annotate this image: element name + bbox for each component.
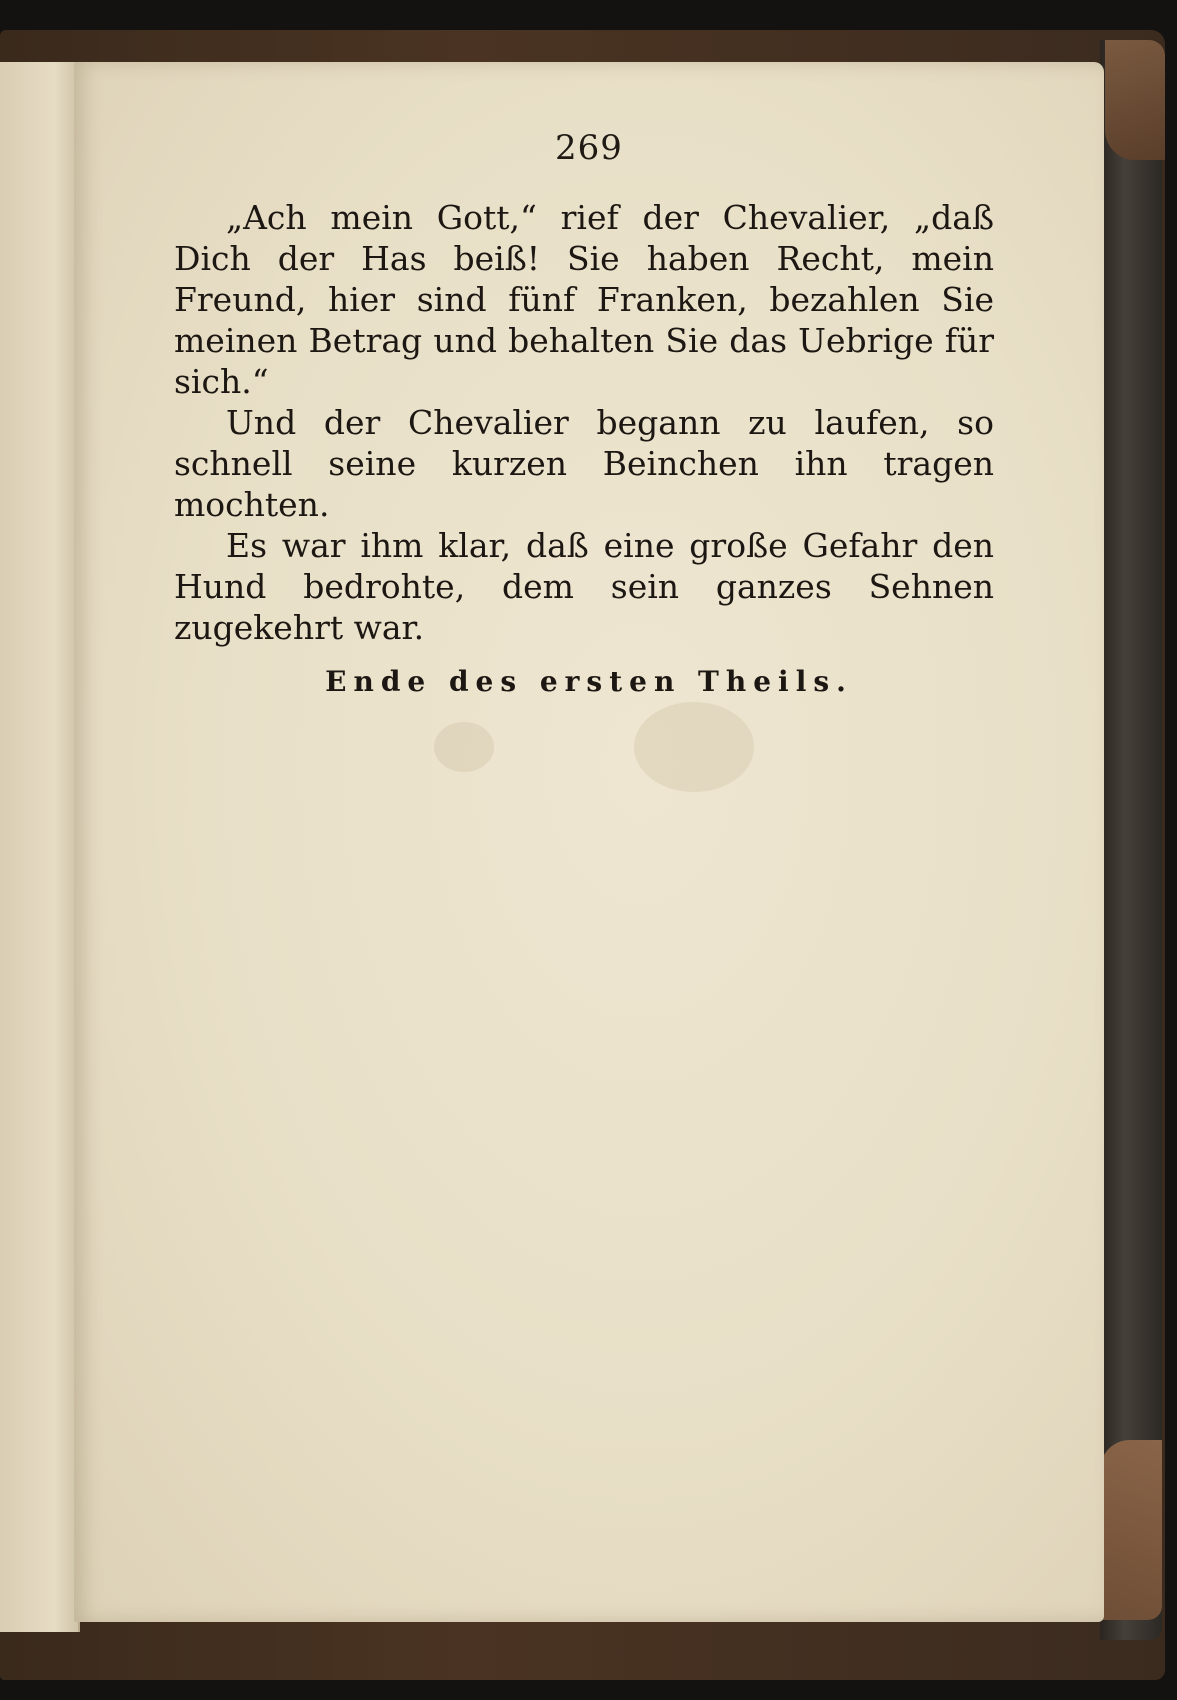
- page-stain: [434, 722, 494, 772]
- paragraph: „Ach mein Gott,“ rief der Chevalier, „daß Dich der Has beiß! Sie haben Recht, mein Freund, hier sind fünf Franken, bezahlen Sie meinen Betrag und behalten Sie das Uebrige für sich.“: [174, 198, 994, 401]
- end-of-part-heading: Ende des ersten Theils.: [325, 665, 853, 698]
- paragraph: Es war ihm klar, daß eine große Gefahr den Hund bedrohte, dem sein ganzes Sehnen zugekehrt war.: [174, 526, 994, 647]
- book-page: [74, 62, 1104, 1622]
- paragraph: Und der Chevalier begann zu laufen, so schnell seine kurzen Beinchen ihn tragen mochten.: [174, 403, 994, 524]
- facing-page: [0, 62, 80, 1632]
- cover-edge: [1100, 40, 1162, 1640]
- cover-corner-bottom: [1100, 1440, 1162, 1620]
- page-stain: [634, 702, 754, 792]
- body-text: [174, 197, 994, 648]
- page-number: 269: [555, 128, 623, 168]
- cover-corner-top: [1105, 40, 1165, 160]
